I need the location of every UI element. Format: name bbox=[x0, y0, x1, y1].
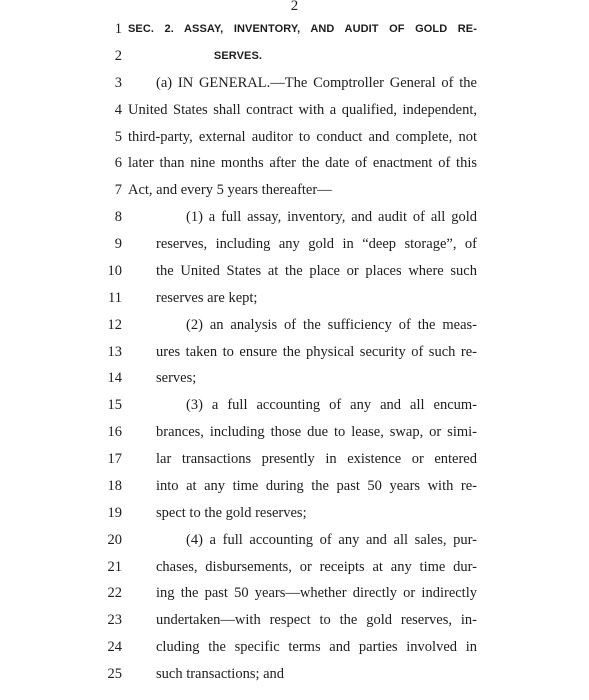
line-number: 3 bbox=[114, 74, 122, 91]
line-text: (a) IN GENERAL.—The Comptroller General of the bbox=[156, 74, 477, 91]
line-text: (2) an analysis of the sufficiency of the meas- bbox=[186, 316, 477, 333]
line-text: into at any time during the past 50 years with re- bbox=[156, 477, 477, 494]
document-line bbox=[0, 609, 589, 631]
line-number: 7 bbox=[114, 182, 122, 199]
line-number: 13 bbox=[107, 343, 122, 360]
line-number: 23 bbox=[107, 612, 122, 629]
document-line bbox=[0, 72, 589, 94]
line-number: 10 bbox=[107, 262, 122, 279]
document-line bbox=[0, 663, 589, 685]
line-text: serves; bbox=[156, 370, 197, 387]
line-number: 9 bbox=[114, 236, 122, 253]
document-line bbox=[0, 179, 589, 201]
document-line bbox=[0, 529, 589, 551]
line-text: brances, including those due to lease, swap, or simi- bbox=[156, 424, 477, 441]
line-number: 12 bbox=[107, 316, 122, 333]
line-text: spect to the gold reserves; bbox=[156, 504, 307, 521]
line-number: 1 bbox=[114, 21, 122, 37]
document-line bbox=[0, 448, 589, 470]
line-text: Act, and every 5 years thereafter— bbox=[128, 182, 332, 199]
line-text: reserves, including any gold in “deep storage”, of bbox=[156, 236, 477, 253]
document-line bbox=[0, 582, 589, 604]
line-number: 14 bbox=[107, 370, 122, 387]
line-number: 6 bbox=[114, 155, 122, 172]
line-number: 4 bbox=[114, 101, 122, 118]
document-line bbox=[0, 260, 589, 282]
line-text: (3) a full accounting of any and all encum- bbox=[186, 397, 477, 414]
line-text: ures taken to ensure the physical security of such re- bbox=[156, 343, 477, 360]
document-line bbox=[0, 475, 589, 497]
line-text: lar transactions presently in existence or entered bbox=[156, 451, 477, 468]
line-number: 20 bbox=[107, 531, 122, 548]
document-line bbox=[0, 421, 589, 443]
line-text: (4) a full accounting of any and all sales, pur- bbox=[186, 531, 477, 548]
document-line bbox=[0, 636, 589, 658]
document-line bbox=[0, 45, 589, 67]
line-number: 22 bbox=[107, 585, 122, 602]
document-line bbox=[0, 287, 589, 309]
line-text: undertaken—with respect to the gold reserves, in- bbox=[156, 612, 477, 629]
line-text: chases, disbursements, or receipts at any time dur- bbox=[156, 558, 477, 575]
line-text: United States shall contract with a qualified, independent, bbox=[128, 101, 477, 118]
line-number: 24 bbox=[107, 639, 122, 656]
page-number: 2 bbox=[290, 0, 299, 14]
document-line bbox=[0, 18, 589, 40]
document-line bbox=[0, 341, 589, 363]
line-number: 17 bbox=[107, 451, 122, 468]
line-text: SEC. 2. ASSAY, INVENTORY, AND AUDIT OF GOLD RE- bbox=[128, 23, 477, 35]
line-text: later than nine months after the date of enactment of this bbox=[128, 155, 477, 172]
line-text: such transactions; and bbox=[156, 666, 285, 683]
line-number: 21 bbox=[107, 558, 122, 575]
document-line bbox=[0, 233, 589, 255]
document-line bbox=[0, 99, 589, 121]
line-text: SERVES. bbox=[213, 49, 263, 62]
line-number: 16 bbox=[107, 424, 122, 441]
line-number: 19 bbox=[107, 504, 122, 521]
document-line bbox=[0, 502, 589, 524]
line-number: 5 bbox=[114, 128, 122, 145]
document-line bbox=[0, 556, 589, 578]
document-line bbox=[0, 126, 589, 148]
line-text: (1) a full assay, inventory, and audit of all gold bbox=[186, 209, 477, 226]
document-line bbox=[0, 367, 589, 389]
line-text: cluding the specific terms and parties involved in bbox=[156, 639, 477, 656]
line-number: 11 bbox=[108, 289, 122, 306]
document-line bbox=[0, 314, 589, 336]
line-text: reserves are kept; bbox=[156, 289, 258, 306]
line-text: third-party, external auditor to conduct and complete, not bbox=[128, 128, 477, 145]
document-line bbox=[0, 206, 589, 228]
document-line bbox=[0, 394, 589, 416]
line-text: the United States at the place or places where such bbox=[156, 262, 477, 279]
line-number: 2 bbox=[114, 47, 122, 64]
line-number: 8 bbox=[114, 209, 122, 226]
line-text: ing the past 50 years—whether directly or indirectly bbox=[156, 585, 477, 602]
line-number: 25 bbox=[107, 666, 122, 683]
line-number: 15 bbox=[107, 397, 122, 414]
document-line bbox=[0, 152, 589, 174]
line-number: 18 bbox=[107, 477, 122, 494]
